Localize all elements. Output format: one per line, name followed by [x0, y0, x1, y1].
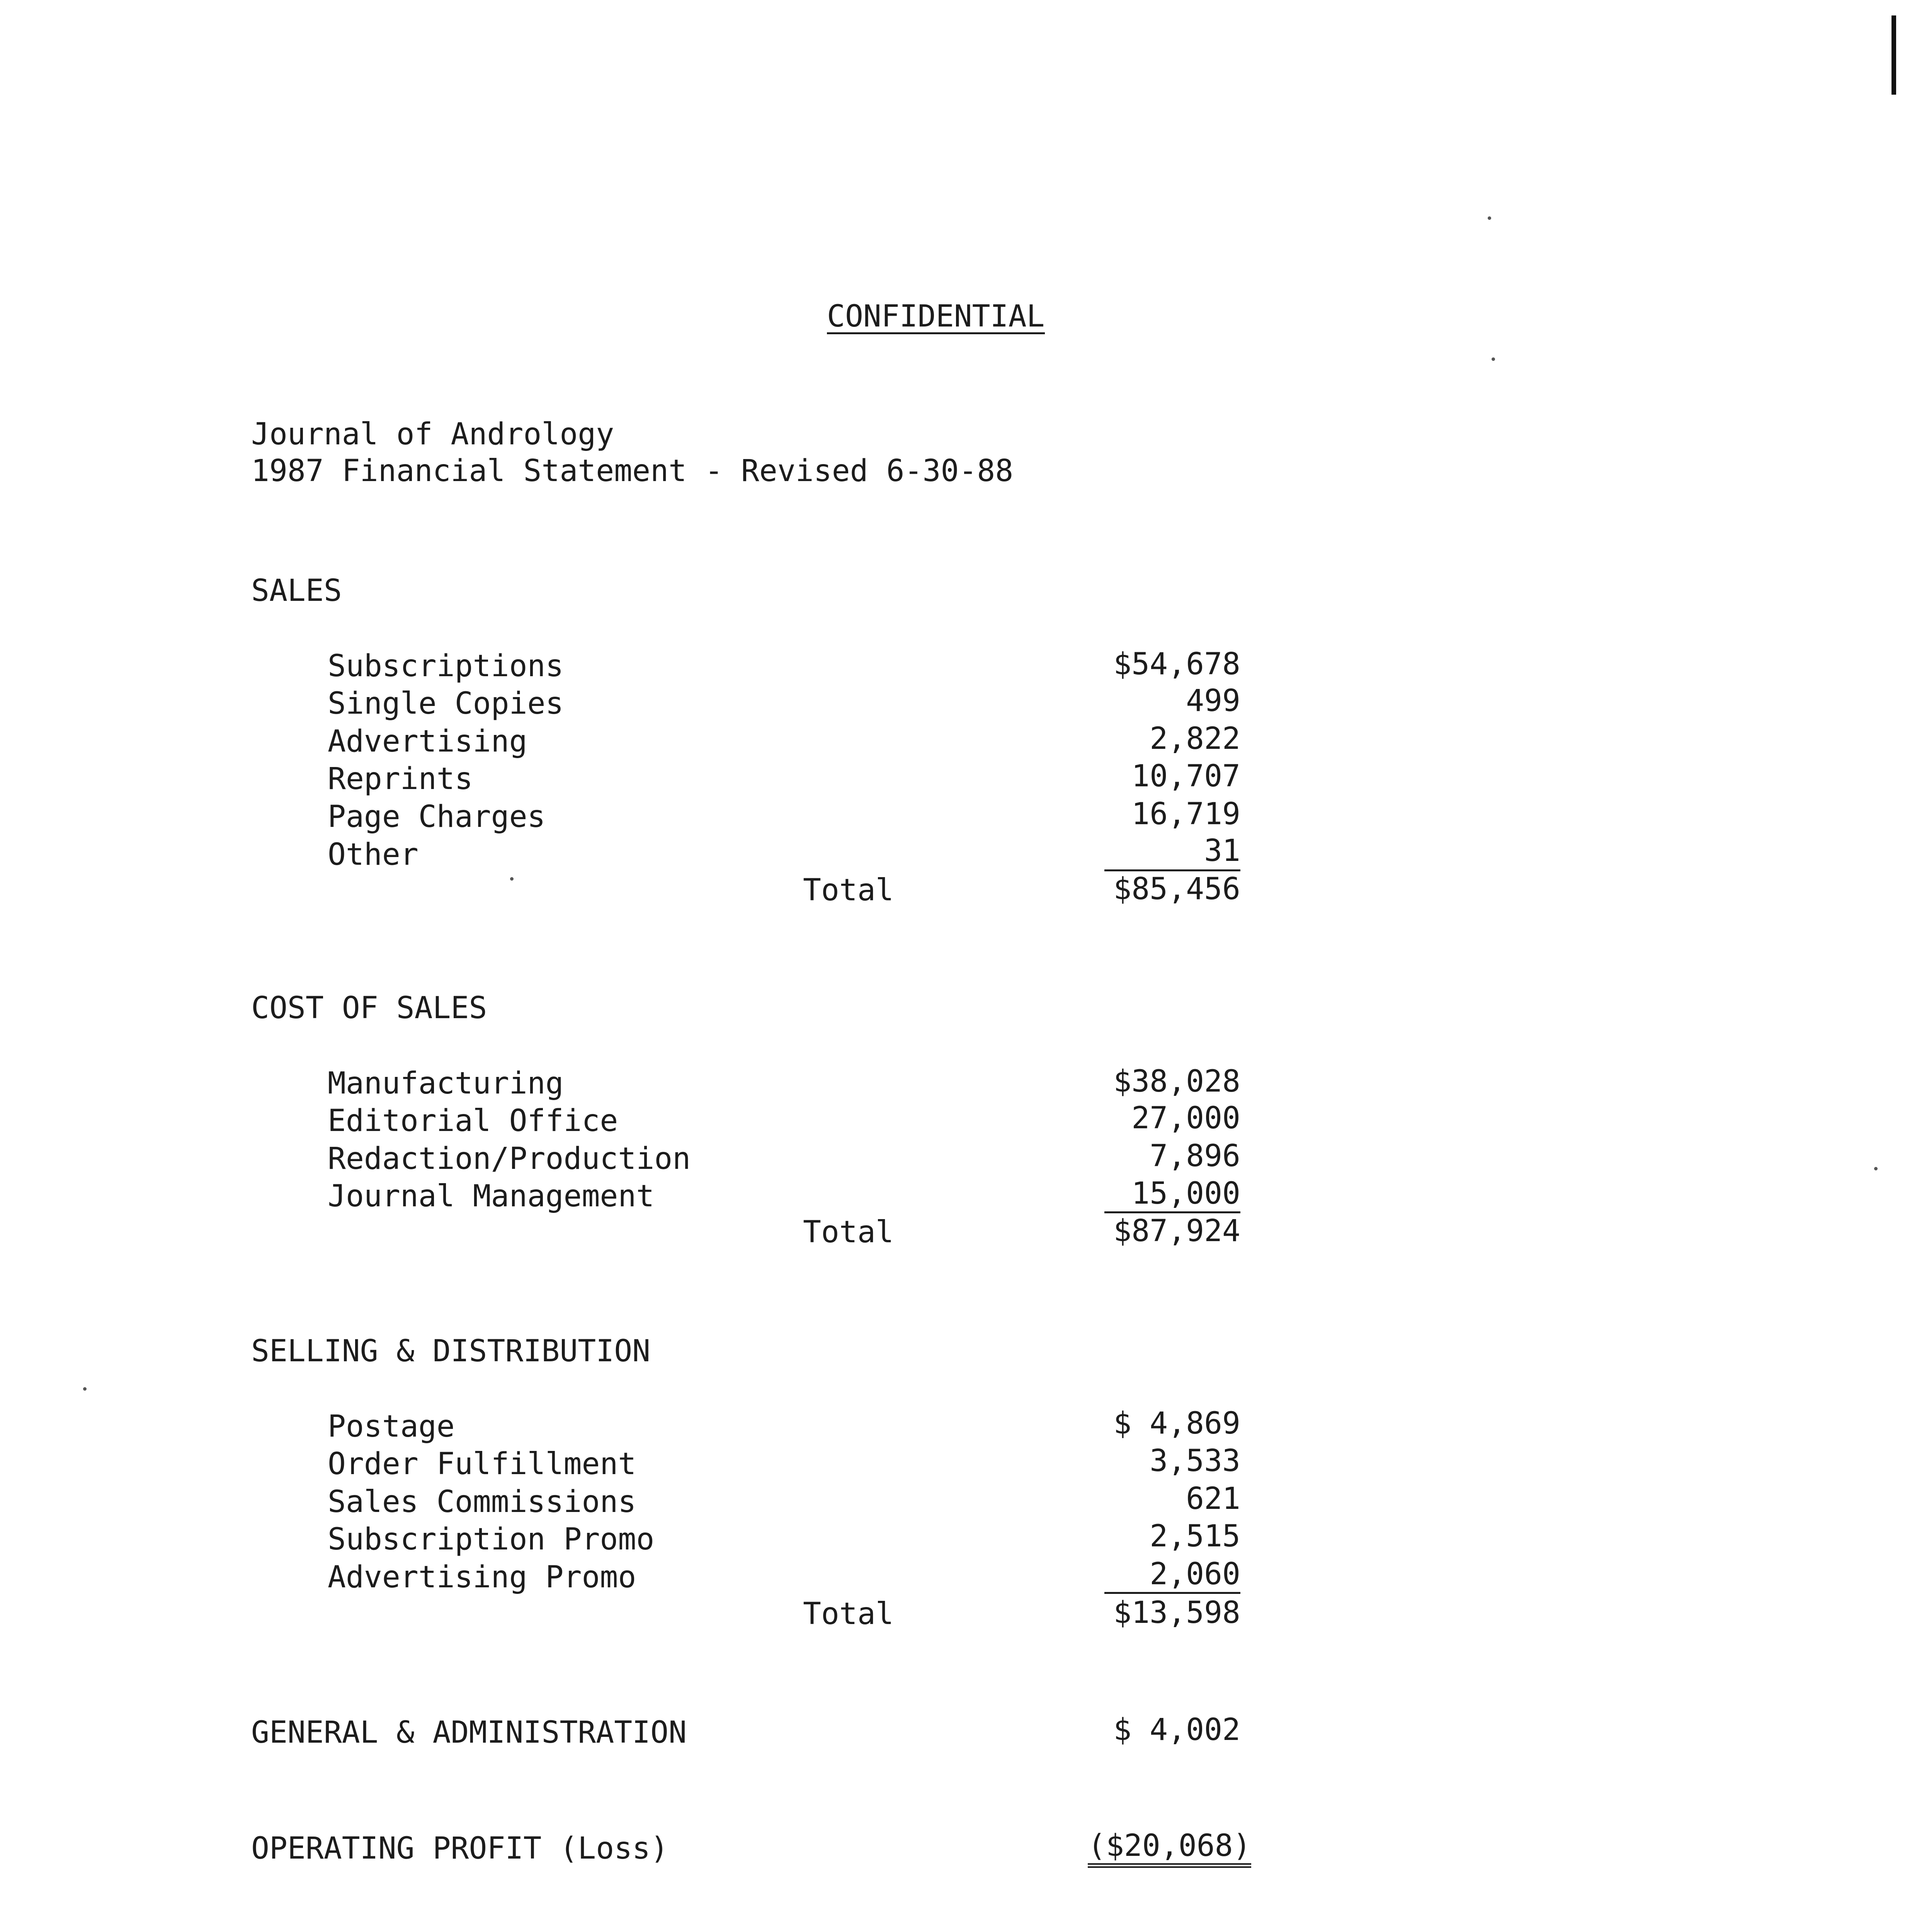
scan-speck	[510, 877, 514, 881]
selling-item-value: 2,060	[1150, 1557, 1240, 1592]
selling-item-label: Subscription Promo	[328, 1522, 655, 1557]
cost-item-label: Journal Management	[328, 1179, 655, 1214]
general-admin-value: $ 4,002	[1113, 1713, 1240, 1747]
selling-item-value: 2,515	[1150, 1519, 1240, 1554]
sales-item-label: Reprints	[328, 762, 473, 796]
scan-speck	[83, 1387, 87, 1391]
sales-heading: SALES	[251, 573, 342, 608]
cost-item-label: Redaction/Production	[328, 1141, 691, 1176]
sales-item-label: Other	[328, 837, 418, 872]
selling-item-label: Postage	[328, 1409, 455, 1444]
cost-total-value: $87,924	[1113, 1214, 1240, 1248]
selling-item-value: 3,533	[1150, 1444, 1240, 1478]
cost-of-sales-heading: COST OF SALES	[251, 991, 487, 1026]
selling-total-value: $13,598	[1113, 1595, 1240, 1630]
sales-item-value: 31	[1204, 833, 1240, 868]
sales-total-rule	[1104, 869, 1240, 871]
confidential-label: CONFIDENTIAL	[827, 299, 1045, 334]
cost-total-rule	[1104, 1211, 1240, 1213]
operating-profit-value: ($20,068)	[1088, 1831, 1251, 1868]
cost-total-label: Total	[803, 1215, 894, 1250]
selling-total-label: Total	[803, 1597, 894, 1631]
sales-item-value: 16,719	[1131, 797, 1240, 832]
cost-item-label: Editorial Office	[328, 1104, 618, 1138]
operating-profit-label: OPERATING PROFIT (Loss)	[251, 1831, 669, 1866]
sales-item-label: Subscriptions	[328, 649, 564, 684]
cost-item-value: $38,028	[1113, 1064, 1240, 1099]
sales-item-value: 10,707	[1131, 759, 1240, 794]
scan-speck	[1492, 357, 1495, 361]
cost-item-value: 27,000	[1131, 1101, 1240, 1136]
sales-item-label: Page Charges	[328, 799, 546, 834]
selling-item-label: Sales Commissions	[328, 1485, 636, 1519]
sales-item-value: 2,822	[1150, 721, 1240, 756]
scan-speck	[1488, 216, 1491, 220]
cost-item-label: Manufacturing	[328, 1066, 564, 1101]
corner-page-mark	[1891, 15, 1896, 95]
general-admin-label: GENERAL & ADMINISTRATION	[251, 1715, 687, 1750]
sales-item-value: 499	[1186, 684, 1240, 718]
selling-item-label: Advertising Promo	[328, 1560, 636, 1595]
selling-item-value: $ 4,869	[1113, 1406, 1240, 1441]
cost-item-value: 7,896	[1150, 1139, 1240, 1173]
sales-item-label: Advertising	[328, 724, 527, 759]
sales-item-label: Single Copies	[328, 686, 564, 721]
statement-subtitle: 1987 Financial Statement - Revised 6-30-88	[251, 454, 1014, 488]
sales-total-label: Total	[803, 873, 894, 908]
selling-heading: SELLING & DISTRIBUTION	[251, 1334, 651, 1369]
selling-item-label: Order Fulfillment	[328, 1447, 636, 1481]
sales-total-value: $85,456	[1113, 872, 1240, 906]
selling-total-rule	[1104, 1592, 1240, 1594]
journal-title: Journal of Andrology	[251, 417, 614, 452]
scan-speck	[1874, 1167, 1878, 1170]
sales-item-value: $54,678	[1113, 647, 1240, 682]
cost-item-value: 15,000	[1131, 1176, 1240, 1211]
selling-item-value: 621	[1186, 1481, 1240, 1516]
